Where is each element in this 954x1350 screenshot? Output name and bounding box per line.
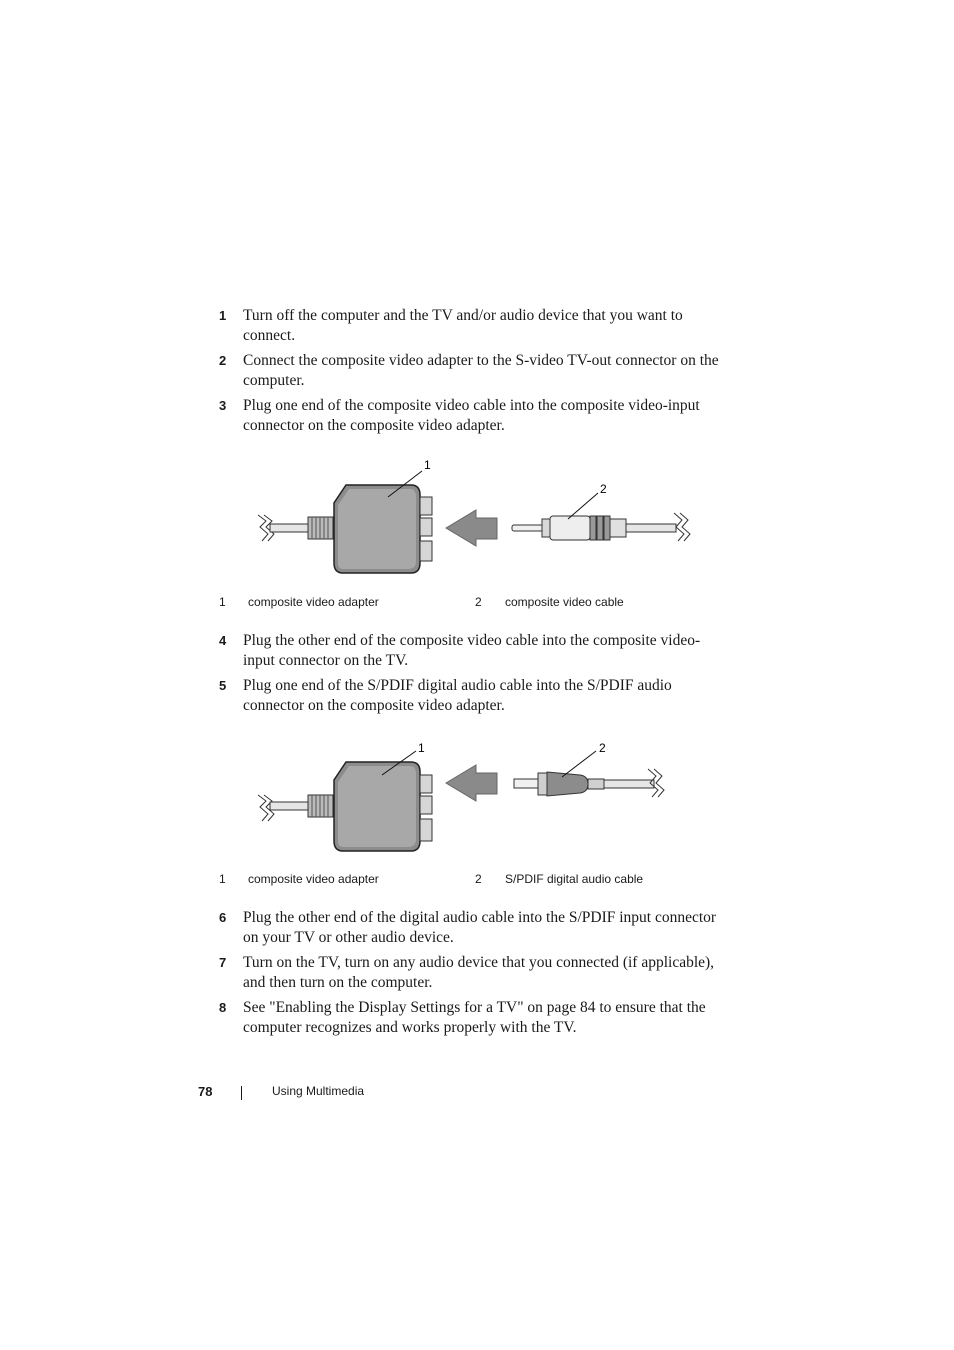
step-text: Plug one end of the composite video cable into the composite video-input connector on the composite video adapter. bbox=[243, 397, 700, 434]
callout-1: 1 bbox=[418, 741, 425, 755]
step-number: 4 bbox=[219, 633, 227, 648]
step-1 bbox=[219, 306, 729, 345]
step-number: 1 bbox=[219, 308, 227, 323]
figure-1-legend bbox=[219, 595, 699, 613]
legend-number: 2 bbox=[475, 872, 482, 886]
footer-divider bbox=[241, 1086, 242, 1100]
callout-1: 1 bbox=[424, 458, 431, 472]
step-8 bbox=[219, 998, 729, 1037]
step-7 bbox=[219, 953, 729, 992]
step-5 bbox=[219, 676, 729, 715]
step-number: 6 bbox=[219, 910, 227, 925]
legend-number: 2 bbox=[475, 595, 482, 609]
step-3 bbox=[219, 396, 729, 435]
figure-2-legend bbox=[219, 872, 699, 890]
step-6 bbox=[219, 908, 729, 947]
step-text: Plug one end of the S/PDIF digital audio cable into the S/PDIF audio connector on the composite video adapter. bbox=[243, 677, 672, 714]
diagram-adapter-and-video-cable bbox=[250, 455, 700, 580]
legend-number: 1 bbox=[219, 595, 226, 609]
callout-2: 2 bbox=[599, 741, 606, 755]
step-number: 2 bbox=[219, 353, 227, 368]
legend-label: composite video adapter bbox=[248, 595, 379, 609]
step-text: Connect the composite video adapter to the S-video TV-out connector on the computer. bbox=[243, 352, 719, 389]
step-2 bbox=[219, 351, 729, 390]
legend-label: S/PDIF digital audio cable bbox=[505, 872, 644, 886]
step-4 bbox=[219, 631, 729, 670]
step-text: Turn off the computer and the TV and/or audio device that you want to connect. bbox=[243, 307, 683, 344]
legend-number: 1 bbox=[219, 872, 226, 886]
diagram-adapter-and-spdif-cable bbox=[250, 735, 700, 860]
step-text: Plug the other end of the composite video cable into the composite video-input connector on the TV. bbox=[243, 632, 701, 669]
step-text: See "Enabling the Display Settings for a TV" on page 84 to ensure that the computer recognizes and works properly with the TV. bbox=[243, 999, 706, 1036]
figure-composite-video-cable bbox=[250, 455, 700, 580]
step-number: 8 bbox=[219, 1000, 227, 1015]
step-number: 5 bbox=[219, 678, 227, 693]
legend-label: composite video cable bbox=[505, 595, 624, 609]
section-title: Using Multimedia bbox=[272, 1084, 365, 1098]
step-text: Plug the other end of the digital audio cable into the S/PDIF input connector on your TV or other audio device. bbox=[243, 909, 717, 946]
step-number: 7 bbox=[219, 955, 227, 970]
step-number: 3 bbox=[219, 398, 227, 413]
legend-label: composite video adapter bbox=[248, 872, 379, 886]
figure-spdif-audio-cable bbox=[250, 735, 700, 860]
page-number: 78 bbox=[198, 1084, 213, 1099]
step-text: Turn on the TV, turn on any audio device that you connected (if applicable), and then turn on the computer. bbox=[243, 954, 715, 991]
callout-2: 2 bbox=[600, 482, 607, 496]
